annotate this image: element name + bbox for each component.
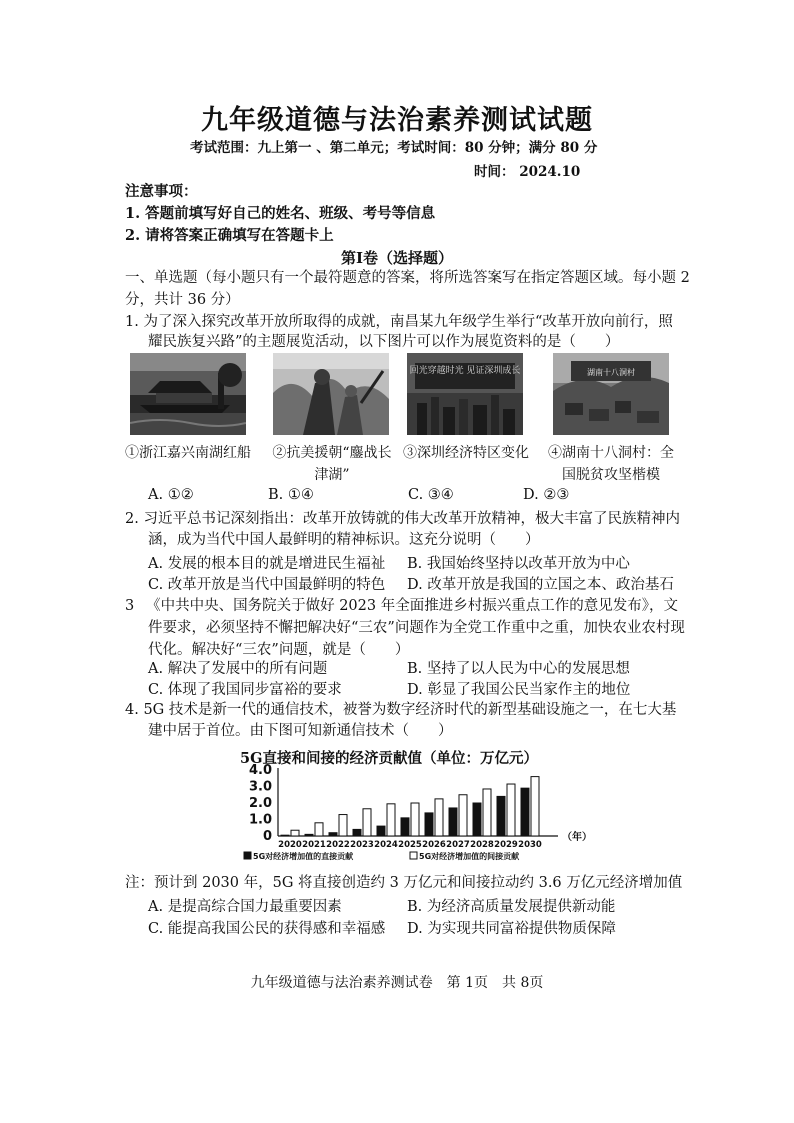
q3-stem-3: 代化。解决好“三农”问题，就是（ ） bbox=[148, 642, 410, 658]
y-tick-label: 0 bbox=[262, 829, 272, 844]
caption-3 bbox=[400, 442, 532, 464]
y-tick-label: 4.0 bbox=[248, 764, 272, 778]
q3-option-c[interactable]: C. 体现了我国同步富裕的要求 bbox=[148, 682, 342, 698]
page-footer: 九年级道德与法治素养测试卷 第 1页 共 8页 bbox=[250, 975, 544, 991]
caption-4-line1: ④湖南十八洞村：全 bbox=[548, 445, 674, 461]
x-tick-label: 2026 bbox=[422, 840, 446, 850]
x-tick-label: 2030 bbox=[518, 840, 542, 850]
bar-indirect bbox=[387, 804, 395, 836]
chart-title: 5G直接和间接的经济贡献值（单位：万亿元） bbox=[240, 750, 538, 767]
note-item-1: 1. 答题前填写好自己的姓名、班级、考号等信息 bbox=[125, 205, 436, 222]
photo-shenzhen bbox=[407, 353, 523, 435]
note-item-2: 2. 请将答案正确填写在答题卡上 bbox=[125, 227, 334, 244]
q1-stem-2: 耀民族复兴路”的主题展览活动，以下图片可以作为展览资料的是（ ） bbox=[148, 334, 620, 350]
q4-note: 注：预计到 2030 年，5G 将直接创造约 3 万亿元和间接拉动约 3.6 万亿元经济增加值 bbox=[125, 875, 683, 891]
notes-heading: 注意事项： bbox=[125, 183, 198, 200]
section-instructions-2: 分，共计 36 分） bbox=[125, 292, 240, 308]
legend-label-indirect: 5G对经济增加值的间接贡献 bbox=[419, 852, 520, 861]
y-tick-label: 2.0 bbox=[248, 796, 272, 811]
bar-direct bbox=[473, 803, 481, 836]
q4-option-d[interactable]: D. 为实现共同富裕提供物质保障 bbox=[407, 921, 616, 937]
caption-4 bbox=[538, 442, 684, 486]
bar-direct bbox=[353, 829, 361, 836]
x-tick-label: 2028 bbox=[470, 840, 494, 850]
q4-option-a[interactable]: A. 是提高综合国力最重要因素 bbox=[148, 899, 342, 915]
q4-stem-1: 4. 5G 技术是新一代的通信技术，被誉为数字经济时代的新型基础设施之一，在七大基 bbox=[125, 702, 677, 718]
bar-direct bbox=[449, 808, 457, 836]
q3-stem-1: 3 《中共中央、国务院关于做好 2023 年全面推进乡村振兴重点工作的意见发布》，文 bbox=[125, 598, 678, 614]
bar-direct bbox=[305, 834, 313, 836]
bar-direct bbox=[425, 813, 433, 836]
y-tick-label: 3.0 bbox=[248, 779, 272, 795]
bar-indirect bbox=[411, 803, 419, 836]
caption-3-line1: ③深圳经济特区变化 bbox=[403, 445, 529, 461]
bar-direct bbox=[521, 788, 529, 836]
q1-option-d[interactable]: D. ②③ bbox=[523, 487, 570, 503]
photo-red-boat bbox=[130, 353, 246, 435]
photo-shenzhen-caption: 回光穿越时光 见证深圳成长 bbox=[409, 366, 521, 376]
caption-2-line1: ②抗美援朝“鏖战长 bbox=[272, 445, 392, 461]
bar-indirect bbox=[459, 795, 467, 836]
x-tick-label: 2020 bbox=[278, 840, 302, 850]
caption-1-line1: ①浙江嘉兴南湖红船 bbox=[125, 445, 251, 461]
photo-shibadong-village bbox=[553, 353, 669, 435]
section-title: 第Ⅰ卷（选择题） bbox=[340, 249, 454, 267]
q1-option-b[interactable]: B. ①④ bbox=[268, 487, 314, 503]
q2-stem-1: 2. 习近平总书记深刻指出：改革开放铸就的伟大改革开放精神，极大丰富了民族精神内 bbox=[125, 511, 680, 527]
bar-indirect bbox=[315, 823, 323, 836]
x-tick-label: 2024 bbox=[374, 840, 398, 850]
legend-swatch-direct bbox=[244, 852, 251, 859]
exam-title: 九年级道德与法治素养测试试题 bbox=[201, 105, 593, 136]
q2-stem-2: 涵，成为当代中国人最鲜明的精神标识。这充分说明（ ） bbox=[148, 532, 540, 548]
photo-changjin-lake bbox=[273, 353, 389, 435]
x-tick-label: 2021 bbox=[302, 840, 326, 850]
y-tick-label: 1.0 bbox=[248, 812, 272, 828]
legend-swatch-indirect bbox=[410, 852, 417, 859]
bar-direct bbox=[401, 818, 409, 836]
x-tick-label: 2025 bbox=[398, 840, 422, 850]
q2-option-c[interactable]: C. 改革开放是当代中国最鲜明的特色 bbox=[148, 577, 386, 593]
bar-direct bbox=[377, 826, 385, 836]
legend-label-direct: 5G对经济增加值的直接贡献 bbox=[253, 852, 354, 861]
q4-option-c[interactable]: C. 能提高我国公民的获得感和幸福感 bbox=[148, 921, 386, 937]
q2-option-a[interactable]: A. 发展的根本目的就是增进民生福祉 bbox=[148, 556, 386, 572]
q4-option-b[interactable]: B. 为经济高质量发展提供新动能 bbox=[407, 899, 616, 915]
bar-indirect bbox=[531, 777, 539, 836]
q3-option-d[interactable]: D. 彰显了我国公民当家作主的地位 bbox=[407, 682, 631, 698]
q3-stem-2: 件要求，必须坚持不懈把解决好“三农”问题作为全党工作重中之重，加快农业农村现 bbox=[148, 620, 685, 636]
q2-option-d[interactable]: D. 改革开放是我国的立国之本、政治基石 bbox=[407, 577, 674, 593]
bar-indirect bbox=[507, 784, 515, 836]
caption-4-line2: 国脱贫攻坚楷模 bbox=[562, 467, 660, 483]
bar-direct bbox=[329, 833, 337, 836]
bar-direct bbox=[497, 796, 505, 836]
bar-indirect bbox=[363, 809, 371, 836]
q3-option-b[interactable]: B. 坚持了以人民为中心的发展思想 bbox=[407, 661, 630, 677]
q4-stem-2: 建中居于首位。由下图可知新通信技术（ ） bbox=[148, 723, 453, 739]
x-axis-unit: （年） bbox=[562, 832, 592, 843]
exam-scope: 考试范围：九上第一 、第二单元；考试时间：80 分钟；满分 80 分 bbox=[190, 140, 598, 156]
bar-direct bbox=[281, 835, 289, 836]
caption-2-line2: 津湖” bbox=[314, 467, 350, 483]
x-tick-label: 2027 bbox=[446, 840, 470, 850]
caption-2 bbox=[262, 442, 402, 486]
q2-option-b[interactable]: B. 我国始终坚持以改革开放为中心 bbox=[407, 556, 630, 572]
photo-shibadong-caption: 湖南十八洞村 bbox=[587, 368, 635, 377]
caption-1 bbox=[120, 442, 256, 464]
x-tick-label: 2022 bbox=[326, 840, 350, 850]
q1-stem-1: 1. 为了深入探究改革开放所取得的成就，南昌某九年级学生举行“改革开放向前行，照 bbox=[125, 314, 673, 330]
bar-indirect bbox=[483, 789, 491, 836]
q1-option-a[interactable]: A. ①② bbox=[148, 487, 194, 503]
section-instructions-1: 一、单选题（每小题只有一个最符题意的答案，将所选答案写在指定答题区域。每小题 2 bbox=[125, 270, 690, 286]
q1-option-c[interactable]: C. ③④ bbox=[408, 487, 454, 503]
economic-contribution-chart bbox=[240, 764, 610, 870]
x-tick-label: 2023 bbox=[350, 840, 374, 850]
q3-option-a[interactable]: A. 解决了发展中的所有问题 bbox=[148, 661, 328, 677]
bar-indirect bbox=[291, 830, 299, 836]
exam-date: 时间： 2024.10 bbox=[474, 164, 581, 180]
x-tick-label: 2029 bbox=[494, 840, 518, 850]
bar-indirect bbox=[435, 799, 443, 836]
bar-indirect bbox=[339, 815, 347, 836]
